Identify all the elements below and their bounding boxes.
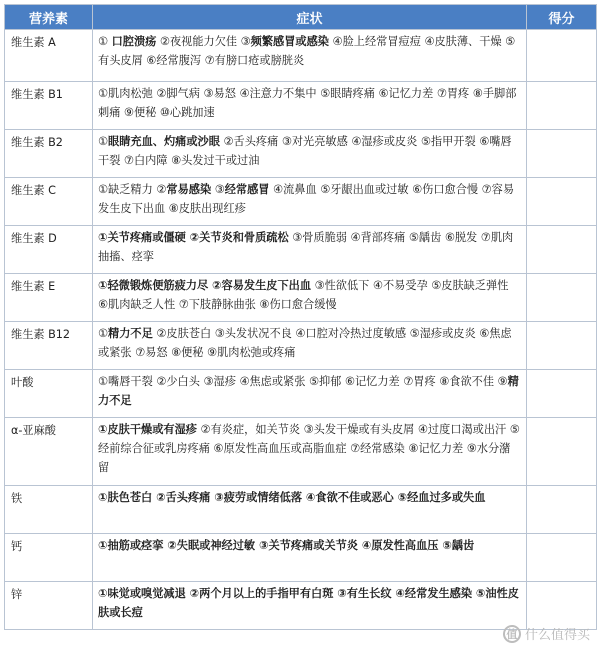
symptom-text: ②皮肤苍白 ③头发状况不良 ④口腔对冷热过度敏感 ⑤湿疹或皮炎 ⑥焦虑或紧张 ⑦易怒 ⑧便秘 ⑨肌肉松弛或疼痛 [98, 327, 512, 359]
symptom-text-emphasized: 眼睛充血、灼痛或沙眼 [108, 135, 220, 148]
symptom-text-emphasized: 口腔溃疡 [111, 35, 157, 48]
header-nutrient: 营养素 [5, 5, 93, 30]
table-row [5, 30, 597, 82]
symptom-list [93, 130, 527, 178]
score-cell[interactable] [527, 178, 597, 226]
score-cell[interactable] [527, 370, 597, 418]
symptom-text: ②有炎症，如关节炎 ③头发干燥或有头皮屑 ④过度口渴或出汗 ⑤经前综合征或乳房疼痛 ⑥原发性高血压或高脂血症 ⑦经常感染 ⑧记忆力差 ⑨水分潴留 [98, 423, 520, 474]
table-row [5, 534, 597, 582]
symptom-text-emphasized: ①肤色苍白 ②舌头疼痛 ③疲劳或情绪低落 ④食欲不佳或恶心 ⑤经血过多或失血 [98, 491, 486, 504]
symptom-list [93, 178, 527, 226]
nutrient-name: α-亚麻酸 [5, 418, 93, 486]
table-row [5, 82, 597, 130]
nutrient-name: 锌 [5, 582, 93, 630]
score-cell[interactable] [527, 226, 597, 274]
nutrient-name: 维生素 D [5, 226, 93, 274]
nutrient-name: 铁 [5, 486, 93, 534]
nutrient-name: 维生素 B1 [5, 82, 93, 130]
symptom-text: ③ [211, 183, 225, 196]
score-cell[interactable] [527, 582, 597, 630]
symptom-list [93, 370, 527, 418]
table-row [5, 582, 597, 630]
score-cell[interactable] [527, 82, 597, 130]
symptom-text: ①肌肉松弛 ②脚气病 ③易怒 ④注意力不集中 ⑤眼睛疼痛 ⑥记忆力差 ⑦胃疼 ⑧手脚部刺痛 ⑨便秘 ⑩心跳加速 [98, 87, 517, 119]
score-cell[interactable] [527, 30, 597, 82]
symptom-text: ① [98, 135, 109, 148]
symptom-table [4, 4, 597, 630]
symptom-list [93, 582, 527, 630]
table-row [5, 370, 597, 418]
nutrient-symptom-sheet [4, 4, 596, 630]
symptom-list [93, 82, 527, 130]
watermark [503, 624, 590, 643]
score-cell[interactable] [527, 274, 597, 322]
symptom-list [93, 534, 527, 582]
symptom-list [93, 30, 527, 82]
symptom-text: ③性欲低下 ④不易受孕 ⑤皮肤缺乏弹性 ⑥肌肉缺乏人性 ⑦下肢静脉曲张 ⑧伤口愈合缓慢 [98, 279, 509, 311]
table-row [5, 226, 597, 274]
table-row [5, 322, 597, 370]
table-row [5, 486, 597, 534]
nutrient-name: 维生素 B2 [5, 130, 93, 178]
nutrient-name: 维生素 C [5, 178, 93, 226]
symptom-text-emphasized: 精力不足 [98, 375, 519, 407]
symptom-text: ①嘴唇干裂 ②少白头 ③湿疹 ④焦虑或紧张 ⑤抑郁 ⑥记忆力差 ⑦胃疼 ⑧食欲不佳 ⑨ [98, 375, 508, 388]
symptom-text-emphasized: ①皮肤干燥或有湿疹 [98, 423, 197, 436]
symptom-text-emphasized: ①味觉或嗅觉减退 ②两个月以上的手指甲有白斑 ③有生长纹 ④经常发生感染 ⑤油性皮肤或长痘 [98, 587, 519, 619]
nutrient-name: 维生素 A [5, 30, 93, 82]
header-row [5, 5, 597, 30]
symptom-text: ①缺乏精力 ② [98, 183, 167, 196]
zhidemai-logo-icon: 值 [503, 625, 521, 643]
symptom-text: ②舌头疼痛 ③对光亮敏感 ④湿疹或皮炎 ⑤指甲开裂 ⑥嘴唇干裂 ⑦白内障 ⑧头发过干或过油 [98, 135, 512, 167]
header-score: 得分 [527, 5, 597, 30]
nutrient-name: 维生素 E [5, 274, 93, 322]
symptom-text: ① [98, 35, 112, 48]
table-row [5, 274, 597, 322]
score-cell[interactable] [527, 322, 597, 370]
symptom-text: ④脸上经常冒痘痘 ④皮肤薄、干燥 ⑤有头皮屑 ⑥经常腹泻 ⑦有膀口疮或膀胱炎 [98, 35, 516, 67]
symptom-text-emphasized: 频繁感冒或感染 [250, 35, 329, 48]
symptom-text: ②夜视能力欠佳 ③ [156, 35, 251, 48]
symptom-text-emphasized: ①抽筋或痉挛 ②失眠或神经过敏 ③关节疼痛或关节炎 ④原发性高血压 ⑤龋齿 [98, 539, 475, 552]
symptom-text-emphasized: 常易感染 [166, 183, 212, 196]
table-row [5, 418, 597, 486]
symptom-text: ③骨质脆弱 ④背部疼痛 ⑤龋齿 ⑥脱发 ⑦肌肉抽搐、痉挛 [98, 231, 514, 263]
symptom-list [93, 418, 527, 486]
nutrient-name: 叶酸 [5, 370, 93, 418]
score-cell[interactable] [527, 534, 597, 582]
symptom-text-emphasized: 经常感冒 [224, 183, 270, 196]
nutrient-name: 钙 [5, 534, 93, 582]
symptom-list [93, 226, 527, 274]
score-cell[interactable] [527, 418, 597, 486]
symptom-text-emphasized: 精力不足 [108, 327, 153, 340]
symptom-list [93, 274, 527, 322]
header-symptoms: 症状 [93, 5, 527, 30]
table-row [5, 130, 597, 178]
symptom-text-emphasized: ①关节疼痛或僵硬 ②关节炎和骨质疏松 [98, 231, 289, 244]
symptom-list [93, 322, 527, 370]
score-cell[interactable] [527, 486, 597, 534]
watermark-text: 什么值得买 [524, 628, 590, 643]
symptom-list [93, 486, 527, 534]
symptom-text-emphasized: ①轻微锻炼便筋疲力尽 ②容易发生皮下出血 [98, 279, 312, 292]
nutrient-name: 维生素 B12 [5, 322, 93, 370]
table-body [5, 30, 597, 630]
symptom-text: ④流鼻血 ⑤牙龈出血或过敏 ⑥伤口愈合慢 ⑦容易发生皮下出血 ⑧皮肤出现红疹 [98, 183, 515, 215]
score-cell[interactable] [527, 130, 597, 178]
symptom-text: ① [98, 327, 109, 340]
table-row [5, 178, 597, 226]
